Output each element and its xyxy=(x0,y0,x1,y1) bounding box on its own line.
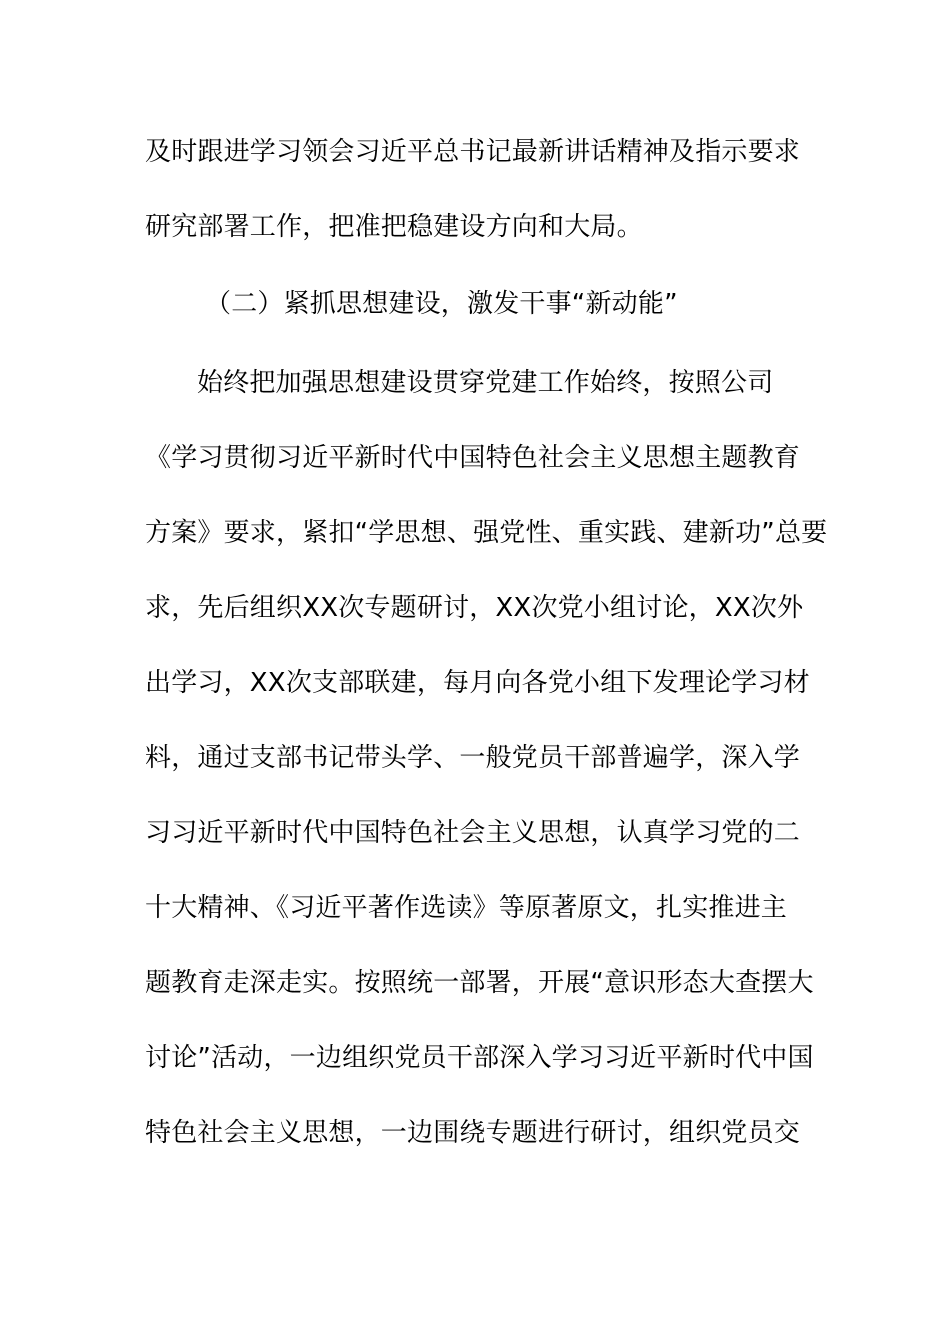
text-line-5: 《学习贯彻习近平新时代中国特色社会主义思想主题教育 xyxy=(145,443,801,473)
text-line-9: 料，通过支部书记带头学、一般党员干部普遍学，深入学 xyxy=(145,743,801,773)
text-line-2: 研究部署工作，把准把稳建设方向和大局。 xyxy=(145,212,643,242)
text-line-7: 求，先后组织XX次专题研讨，XX次党小组讨论，XX次外 xyxy=(145,593,804,623)
text-line-6: 方案》要求，紧扣“学思想、强党性、重实践、建新功”总要 xyxy=(145,518,828,548)
text-line-1: 及时跟进学习领会习近平总书记最新讲话精神及指示要求 xyxy=(145,137,801,167)
text-line-13: 讨论”活动，一边组织党员干部深入学习习近平新时代中国 xyxy=(145,1043,814,1073)
text-line-10: 习习近平新时代中国特色社会主义思想，认真学习党的二 xyxy=(145,818,801,848)
paragraph-first-line: 始终把加强思想建设贯穿党建工作始终，按照公司 xyxy=(197,368,774,398)
text-line-14: 特色社会主义思想，一边围绕专题进行研讨，组织党员交 xyxy=(145,1118,801,1148)
text-line-11: 十大精神、《习近平著作选读》等原著原文，扎实推进主 xyxy=(145,893,788,923)
section-heading: （二）紧抓思想建设，激发干事“新动能” xyxy=(205,289,678,319)
text-line-12: 题教育走深走实。按照统一部署，开展“意识形态大查摆大 xyxy=(145,968,814,998)
text-line-8: 出学习，XX次支部联建，每月向各党小组下发理论学习材 xyxy=(145,668,810,698)
